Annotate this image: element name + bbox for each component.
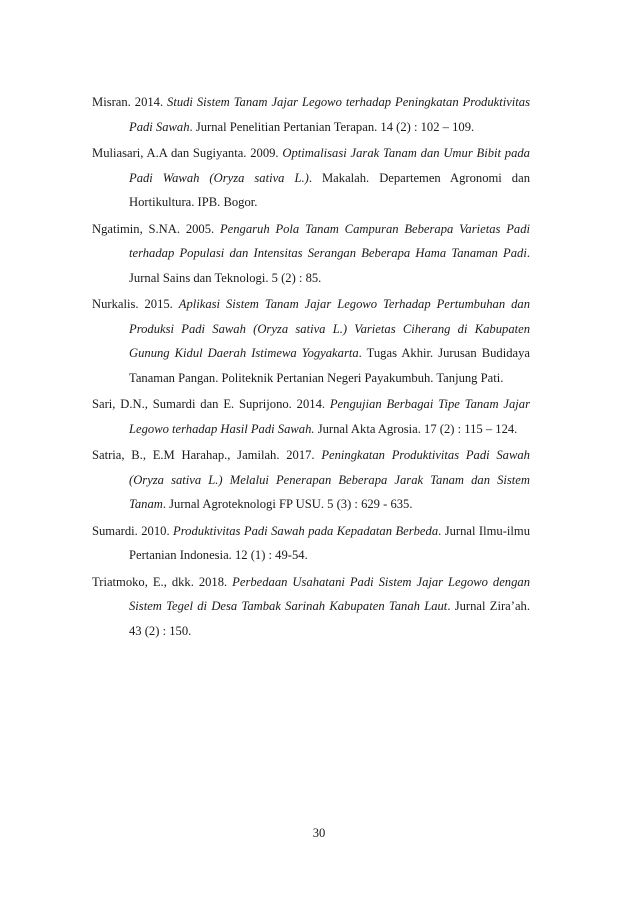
reference-source: . Jurnal Penelitian Pertanian Terapan. 14 (2) : 102 – 109. [189,119,475,134]
reference-source: . Jurnal Sains dan Teknologi. 5 (2) : 85. [129,246,530,285]
reference-entry-sari [92,392,530,441]
reference-author: Triatmoko, E., dkk. 2018. [92,574,233,589]
reference-source: . Tugas Akhir. Jurusan Budidaya Tanaman Pangan. Politeknik Pertanian Negeri Payakumbuh. Tanjung Pati. [129,346,531,385]
reference-title: Peningkatan Produktivitas Padi Sawah (Oryza sativa L.) Melalui Penerapan Beberapa Jarak Tanam dan Sistem Tanam [129,448,530,511]
reference-author: Ngatimin, S.NA. 2005. [92,221,220,236]
reference-entry-triatmoko [92,570,530,644]
reference-author: Sumardi. 2010. [92,523,174,538]
reference-source: Jurnal Akta Agrosia. 17 (2) : 115 – 124. [314,421,518,436]
reference-source: . Jurnal Agroteknologi FP USU. 5 (3) : 629 - 635. [162,497,413,511]
reference-title: Pengujian Berbagai Tipe Tanam Jajar Legowo terhadap Hasil Padi Sawah. [129,397,530,436]
reference-source: . Jurnal Ilmu-ilmu Pertanian Indonesia. 12 (1) : 49-54. [129,523,530,562]
reference-entry-nurkalis [92,292,530,390]
reference-author: Nurkalis. 2015. [92,297,179,311]
reference-author: Muliasari, A.A dan Sugiyanta. 2009. [92,146,283,160]
reference-entry-muliasari [92,141,530,215]
reference-entry-misran [92,90,530,139]
reference-author: Misran. 2014. [92,95,168,109]
page-number: 30 [312,826,326,840]
reference-title: Produktivitas Padi Sawah pada Kepadatan Berbeda [173,523,439,538]
reference-list [92,90,530,645]
reference-entry-sumardi [92,519,530,568]
reference-author: Sari, D.N., Sumardi dan E. Suprijono. 2014. [92,397,330,411]
reference-source: . Jurnal Zira’ah. 43 (2) : 150. [129,599,530,638]
reference-title: Studi Sistem Tanam Jajar Legowo terhadap Peningkatan Produktivitas Padi Sawah [129,95,530,134]
reference-entry-satria [92,443,530,517]
reference-title: Aplikasi Sistem Tanam Jajar Legowo Terhadap Pertumbuhan dan Produksi Padi Sawah (Oryza sativa L.) Varietas Ciherang di Kabupaten Gunung Kidul Daerah Istimewa Yogyakarta [129,297,530,360]
reference-entry-ngatimin [92,217,530,291]
reference-title: Perbedaan Usahatani Padi Sistem Jajar Legowo dengan Sistem Tegel di Desa Tambak Sarinah Kabupaten Tanah Laut [129,574,530,613]
reference-source: . Makalah. Departemen Agronomi dan Hortikultura. IPB. Bogor. [129,170,530,209]
reference-title: Pengaruh Pola Tanam Campuran Beberapa Varietas Padi terhadap Populasi dan Intensitas Serangan Beberapa Hama Tanaman Padi [129,221,530,260]
reference-author: Satria, B., E.M Harahap., Jamilah. 2017. [92,448,322,462]
reference-title: Optimalisasi Jarak Tanam dan Umur Bibit pada Padi Wawah (Oryza sativa L.) [129,146,530,185]
